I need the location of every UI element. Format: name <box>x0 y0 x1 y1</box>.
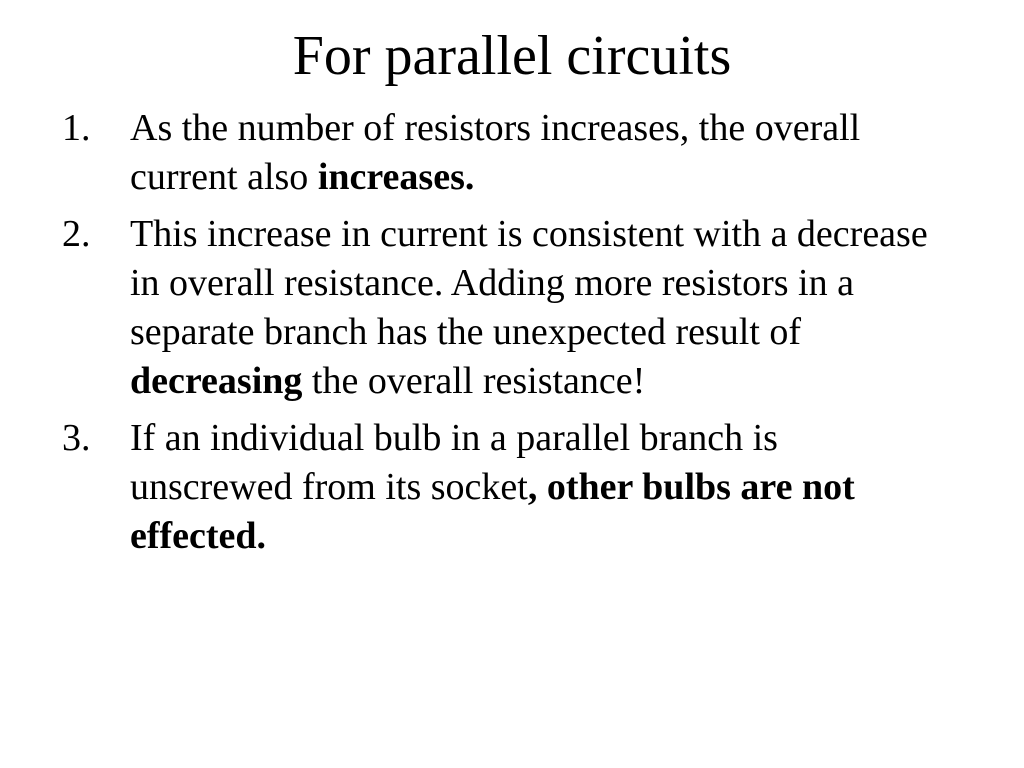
list-number: 1. <box>62 107 91 149</box>
list-item-1 <box>0 104 1024 202</box>
list-bold-text: increases. <box>317 156 475 198</box>
list-item-3 <box>0 414 1024 561</box>
list-text: If an individual bulb in a parallel branch is unscrewed from its socket <box>130 417 778 508</box>
numbered-list <box>0 104 1024 569</box>
list-bold-text: decreasing <box>130 360 303 402</box>
list-bold-text: , other bulbs are not effected. <box>130 466 855 557</box>
list-text: This increase in current is consistent with a decrease in overall resistance. Adding more resistors in a separate branch has the unexpected result of <box>130 213 928 353</box>
list-item-2 <box>0 210 1024 406</box>
list-text: As the number of resistors increases, the overall current also <box>130 107 861 198</box>
list-number: 2. <box>62 213 91 255</box>
list-number: 3. <box>62 417 91 459</box>
list-text: the overall resistance! <box>302 360 646 402</box>
slide-title: For parallel circuits <box>292 25 732 87</box>
